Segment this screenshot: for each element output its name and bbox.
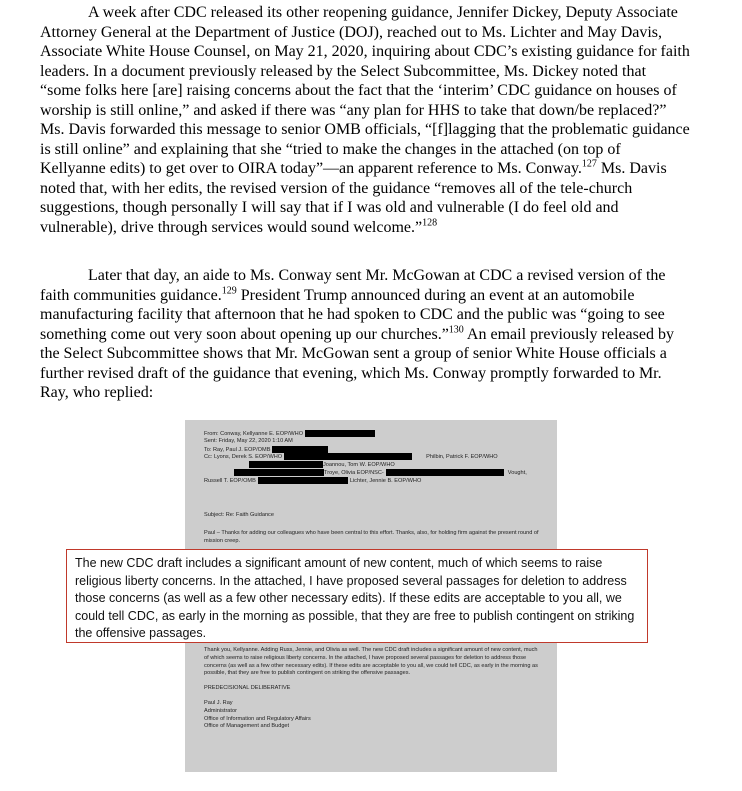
- email-cc-philbin: Philbin, Patrick F. EOP/WHO: [426, 454, 498, 461]
- quote-callout: The new CDC draft includes a significant amount of new content, much of which seems to raise religious liberty concerns. In the attached, I have proposed several passages for deletion to address those concerns (as well as a few other necessary edits). If these edits are acceptable to you all, we could tell CDC, as early in the morning as possible, that they are free to publish contingent on striking the offensive passages.: [66, 549, 648, 643]
- redaction-bar: [258, 477, 348, 484]
- email-from: From: Conway, Kellyanne E. EOP/WHO: [204, 430, 304, 437]
- redaction-bar: [305, 430, 375, 437]
- email-reply-text: Thank you, Kellyanne. Adding Russ, Jennie, and Olivia as well. The new CDC draft includes a significant amount of new content, much of which seems to raise religious liberty concerns. In the attached, I have proposed several passages for deletion to address those concerns (as well as a few other necessary edits). If these edits are acceptable to you all, we could tell CDC, as early in the morning as possible, that they are free to publish contingent on striking the offensive passages.: [204, 647, 538, 677]
- email-cc-lichter: Lichter, Jennie B. EOP/WHO: [349, 477, 422, 484]
- email-cc-joannou: Joannou, Tom W. EOP/WHO: [323, 462, 395, 469]
- email-subject: Subject: Re: Faith Guidance: [204, 512, 274, 518]
- email-sent: Sent: Friday, May 22, 2020 1:10 AM: [204, 437, 293, 444]
- email-cc: Cc: Lyons, Derek S. EOP/WHO: [204, 454, 283, 461]
- redaction-bar: [272, 446, 328, 453]
- paragraph-1: A week after CDC released its other reopening guidance, Jennifer Dickey, Deputy Associate Attorney General at the Department of Justice (DOJ), reached out to Ms. Lichter and May Davis, Associate White House Counsel, on May 21, 2020, inquiring about CDC’s existing guidance for faith leaders. In a document previously released by the Select Subcommittee, Ms. Dickey noted that “some folks here [are] raising concerns about the fact that the ‘interim’ CDC guidance on houses of worship is still online,” and asked if there was “any plan for HHS to take that down/be replaced?” Ms. Davis forwarded this message to senior OMB officials, “[f]lagging that the problematic guidance is still online” and explaining that she “tried to make the changes in the attached (on top of Kellyanne edits) to get over to OIRA today”—an apparent reference to Ms. Conway.$^{127}$ Ms. Davis noted that, with her edits, the revised version of the guidance “removes all of the tele-church suggestions, though personally I will say that if I was old and vulnerable (I do feel old and vulnerable), drive through services would sound welcome.”$^{128}$: [40, 4, 690, 236]
- email-cc-russell: Russell T. EOP/OMB: [204, 477, 256, 484]
- redaction-bar: [386, 469, 504, 476]
- redaction-bar: [234, 469, 324, 476]
- footnote-ref-128[interactable]: 128: [422, 217, 438, 229]
- paragraph-2: Later that day, an aide to Ms. Conway sent Mr. McGowan at CDC a revised version of the faith communities guidance.$^{129}$ President Trump announced during an event at an automobile manufacturing facility that afternoon that he had spoken to CDC and the public was “going to see something come out very soon about opening up our churches.”$^{130}$ An email previously released by the Select Subcommittee shows that Mr. McGowan sent a group of senior White House officials a further revised draft of the guidance that evening, which Ms. Conway promptly forwarded to Mr. Ray, who replied:: [40, 267, 674, 401]
- email-predecisional: PREDECISIONAL DELIBERATIVE: [204, 685, 291, 692]
- email-to: To: Ray, Paul J. EOP/OMB: [204, 446, 271, 453]
- redaction-bar: [284, 453, 412, 460]
- email-cc-vought: Vought,: [507, 469, 527, 476]
- footnote-ref-127[interactable]: 127: [581, 158, 597, 170]
- email-signature: Paul J. Ray Administrator Office of Information and Regulatory Affairs Office of Management and Budget: [204, 699, 311, 730]
- footnote-ref-130[interactable]: 130: [448, 324, 464, 336]
- redaction-bar: [249, 461, 323, 468]
- email-cc-troye: Troye, Olivia EOP/NSC-: [324, 469, 384, 476]
- email-body-top: Paul – Thanks for adding our colleagues who have been central to this effort. Thanks, also, for holding firm against the present round of mission creep.: [204, 530, 539, 544]
- footnote-ref-129[interactable]: 129: [221, 285, 237, 297]
- email-body-reply: [204, 647, 539, 731]
- email-header: [204, 430, 544, 485]
